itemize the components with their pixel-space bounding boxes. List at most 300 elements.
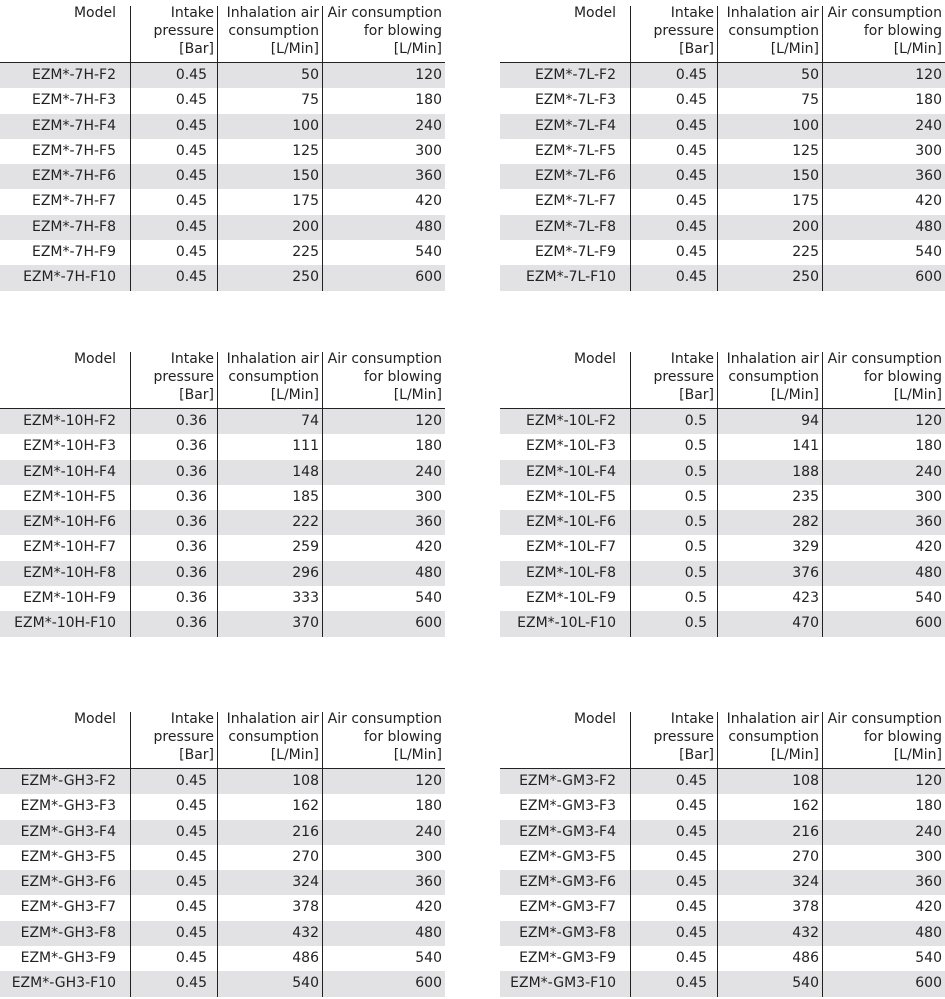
header-model: Model — [73, 711, 116, 727]
table-row — [0, 409, 445, 434]
table-row — [0, 240, 445, 265]
cell-model: EZM*-10H-F7 — [23, 539, 116, 556]
cell-intake: 0.45 — [130, 921, 217, 946]
cell-blowing: 180 — [322, 794, 445, 819]
table-row — [0, 485, 445, 510]
cell-model: EZM*-GM3-F9 — [519, 950, 616, 967]
table-row — [0, 88, 445, 113]
table-row — [0, 971, 445, 996]
table-row — [0, 164, 445, 189]
cell-intake: 0.45 — [130, 845, 217, 870]
cell-blowing: 420 — [322, 189, 445, 214]
table-row — [500, 88, 945, 113]
cell-intake: 0.45 — [630, 921, 717, 946]
cell-inhalation: 329 — [717, 535, 822, 560]
table-row — [500, 946, 945, 971]
table-row — [500, 535, 945, 560]
table-row — [500, 114, 945, 139]
cell-intake: 0.45 — [130, 215, 217, 240]
cell-blowing: 360 — [822, 870, 945, 895]
header-intake: Intake pressure [Bar] — [130, 346, 217, 408]
cell-inhalation: 470 — [717, 611, 822, 636]
header-intake: Intake pressure [Bar] — [630, 706, 717, 768]
header-intake: Intake pressure [Bar] — [630, 0, 717, 62]
table-row — [0, 189, 445, 214]
cell-model: EZM*-7L-F4 — [534, 117, 616, 134]
cell-inhalation: 75 — [217, 88, 322, 113]
cell-blowing: 420 — [322, 895, 445, 920]
spec-table-7h — [0, 0, 445, 291]
cell-model: EZM*-GH3-F4 — [20, 823, 116, 840]
cell-intake: 0.45 — [130, 971, 217, 996]
cell-intake: 0.5 — [630, 586, 717, 611]
cell-model: EZM*-7L-F5 — [534, 142, 616, 159]
cell-intake: 0.36 — [130, 409, 217, 434]
cell-model: EZM*-10H-F4 — [23, 463, 116, 480]
cell-blowing: 480 — [822, 561, 945, 586]
cell-intake: 0.36 — [130, 460, 217, 485]
cell-blowing: 120 — [822, 769, 945, 794]
header-model: Model — [73, 351, 116, 367]
cell-intake: 0.45 — [630, 895, 717, 920]
cell-blowing: 600 — [322, 971, 445, 996]
table-row — [500, 769, 945, 794]
table-header — [500, 0, 945, 62]
header-model: Model — [573, 5, 616, 21]
table-row — [0, 794, 445, 819]
table-row — [0, 434, 445, 459]
cell-inhalation: 486 — [217, 946, 322, 971]
cell-intake: 0.45 — [630, 189, 717, 214]
cell-inhalation: 250 — [717, 265, 822, 290]
cell-inhalation: 111 — [217, 434, 322, 459]
cell-inhalation: 296 — [217, 561, 322, 586]
cell-blowing: 300 — [322, 139, 445, 164]
header-model: Model — [573, 351, 616, 367]
cell-inhalation: 376 — [717, 561, 822, 586]
cell-blowing: 480 — [322, 561, 445, 586]
cell-model: EZM*-10L-F9 — [526, 590, 616, 607]
cell-intake: 0.36 — [130, 535, 217, 560]
header-intake: Intake pressure [Bar] — [130, 706, 217, 768]
table-row — [500, 971, 945, 996]
cell-model: EZM*-GM3-F3 — [519, 798, 616, 815]
cell-intake: 0.5 — [630, 460, 717, 485]
cell-inhalation: 185 — [217, 485, 322, 510]
cell-blowing: 240 — [322, 460, 445, 485]
header-inhalation: Inhalation air consumption [L/Min] — [717, 346, 822, 408]
table-row — [500, 434, 945, 459]
cell-model: EZM*-10L-F3 — [526, 438, 616, 455]
cell-blowing: 240 — [822, 460, 945, 485]
cell-model: EZM*-GM3-F7 — [519, 899, 616, 916]
cell-blowing: 420 — [822, 535, 945, 560]
cell-model: EZM*-10H-F8 — [23, 564, 116, 581]
cell-inhalation: 423 — [717, 586, 822, 611]
cell-model: EZM*-GM3-F6 — [519, 874, 616, 891]
cell-blowing: 180 — [822, 88, 945, 113]
spec-table-10l — [500, 346, 945, 637]
table-row — [500, 820, 945, 845]
cell-intake: 0.45 — [630, 870, 717, 895]
header-model: Model — [73, 5, 116, 21]
table-row — [0, 870, 445, 895]
table-header — [500, 706, 945, 768]
cell-inhalation: 150 — [717, 164, 822, 189]
table-row — [0, 611, 445, 636]
cell-blowing: 300 — [322, 845, 445, 870]
cell-inhalation: 225 — [217, 240, 322, 265]
cell-model: EZM*-7L-F6 — [534, 168, 616, 185]
table-row — [500, 845, 945, 870]
table-row — [500, 139, 945, 164]
cell-inhalation: 270 — [217, 845, 322, 870]
cell-model: EZM*-7H-F7 — [31, 193, 116, 210]
cell-model: EZM*-GH3-F7 — [20, 899, 116, 916]
cell-blowing: 240 — [322, 820, 445, 845]
cell-inhalation: 141 — [717, 434, 822, 459]
cell-intake: 0.45 — [630, 820, 717, 845]
cell-intake: 0.45 — [130, 769, 217, 794]
header-model: Model — [573, 711, 616, 727]
cell-model: EZM*-10L-F10 — [517, 615, 616, 632]
cell-intake: 0.36 — [130, 611, 217, 636]
table-row — [500, 189, 945, 214]
cell-model: EZM*-10H-F2 — [23, 413, 116, 429]
cell-inhalation: 162 — [217, 794, 322, 819]
cell-model: EZM*-7L-F3 — [534, 92, 616, 109]
table-row — [0, 820, 445, 845]
cell-blowing: 360 — [822, 164, 945, 189]
table-row — [500, 895, 945, 920]
cell-model: EZM*-GM3-F5 — [519, 848, 616, 865]
header-blowing: Air consumption for blowing [L/Min] — [322, 346, 445, 408]
cell-intake: 0.45 — [630, 946, 717, 971]
cell-intake: 0.36 — [130, 561, 217, 586]
cell-blowing: 300 — [822, 139, 945, 164]
table-header — [500, 346, 945, 408]
header-inhalation: Inhalation air consumption [L/Min] — [717, 706, 822, 768]
cell-inhalation: 216 — [717, 820, 822, 845]
cell-model: EZM*-7L-F7 — [534, 193, 616, 210]
table-body — [500, 409, 945, 637]
cell-inhalation: 225 — [717, 240, 822, 265]
cell-inhalation: 175 — [217, 189, 322, 214]
header-blowing: Air consumption for blowing [L/Min] — [322, 706, 445, 768]
cell-inhalation: 324 — [717, 870, 822, 895]
header-blowing: Air consumption for blowing [L/Min] — [822, 346, 945, 408]
cell-blowing: 120 — [322, 409, 445, 434]
cell-model: EZM*-10L-F6 — [526, 514, 616, 531]
header-inhalation: Inhalation air consumption [L/Min] — [217, 346, 322, 408]
cell-model: EZM*-GH3-F3 — [20, 798, 116, 815]
cell-inhalation: 486 — [717, 946, 822, 971]
cell-model: EZM*-GM3-F2 — [519, 773, 616, 789]
cell-model: EZM*-10H-F6 — [23, 514, 116, 531]
cell-intake: 0.5 — [630, 434, 717, 459]
cell-model: EZM*-7H-F9 — [31, 244, 116, 261]
cell-blowing: 120 — [322, 769, 445, 794]
cell-inhalation: 540 — [717, 971, 822, 996]
cell-intake: 0.45 — [130, 895, 217, 920]
table-row — [500, 870, 945, 895]
spec-table-gh3 — [0, 706, 445, 997]
table-row — [500, 921, 945, 946]
cell-inhalation: 74 — [217, 409, 322, 434]
spec-table-gm3 — [500, 706, 945, 997]
cell-model: EZM*-GH3-F10 — [11, 975, 116, 992]
table-row — [0, 265, 445, 290]
spec-table-10h — [0, 346, 445, 637]
table-row — [0, 114, 445, 139]
table-row — [0, 845, 445, 870]
cell-inhalation: 250 — [217, 265, 322, 290]
cell-blowing: 240 — [322, 114, 445, 139]
cell-model: EZM*-7L-F8 — [534, 218, 616, 235]
table-row — [500, 794, 945, 819]
cell-intake: 0.45 — [130, 139, 217, 164]
cell-model: EZM*-GM3-F10 — [510, 975, 616, 992]
spec-table-7l — [500, 0, 945, 291]
header-blowing: Air consumption for blowing [L/Min] — [822, 0, 945, 62]
cell-inhalation: 148 — [217, 460, 322, 485]
table-header — [0, 0, 445, 62]
cell-intake: 0.45 — [130, 189, 217, 214]
cell-intake: 0.45 — [130, 240, 217, 265]
cell-inhalation: 432 — [717, 921, 822, 946]
cell-intake: 0.45 — [630, 88, 717, 113]
cell-blowing: 480 — [322, 215, 445, 240]
cell-blowing: 360 — [322, 870, 445, 895]
header-inhalation: Inhalation air consumption [L/Min] — [717, 0, 822, 62]
cell-intake: 0.45 — [130, 946, 217, 971]
cell-intake: 0.5 — [630, 611, 717, 636]
table-body — [500, 63, 945, 291]
cell-model: EZM*-7H-F5 — [31, 142, 116, 159]
cell-intake: 0.36 — [130, 586, 217, 611]
header-inhalation: Inhalation air consumption [L/Min] — [217, 0, 322, 62]
cell-blowing: 600 — [822, 265, 945, 290]
cell-inhalation: 162 — [717, 794, 822, 819]
cell-intake: 0.36 — [130, 510, 217, 535]
cell-inhalation: 270 — [717, 845, 822, 870]
table-row — [500, 265, 945, 290]
cell-blowing: 600 — [322, 265, 445, 290]
cell-blowing: 180 — [822, 794, 945, 819]
cell-intake: 0.5 — [630, 409, 717, 434]
table-row — [0, 215, 445, 240]
cell-model: EZM*-7H-F2 — [31, 67, 116, 83]
cell-inhalation: 282 — [717, 510, 822, 535]
cell-inhalation: 432 — [217, 921, 322, 946]
cell-blowing: 240 — [822, 820, 945, 845]
cell-inhalation: 100 — [217, 114, 322, 139]
cell-model: EZM*-GH3-F8 — [20, 924, 116, 941]
cell-intake: 0.45 — [130, 820, 217, 845]
cell-intake: 0.45 — [630, 164, 717, 189]
cell-inhalation: 100 — [717, 114, 822, 139]
cell-intake: 0.45 — [630, 215, 717, 240]
cell-intake: 0.45 — [130, 114, 217, 139]
cell-blowing: 540 — [322, 946, 445, 971]
table-body — [0, 769, 445, 997]
table-row — [500, 485, 945, 510]
table-row — [0, 921, 445, 946]
cell-blowing: 120 — [822, 63, 945, 88]
cell-intake: 0.5 — [630, 561, 717, 586]
cell-blowing: 300 — [822, 485, 945, 510]
cell-blowing: 180 — [322, 434, 445, 459]
cell-inhalation: 235 — [717, 485, 822, 510]
cell-inhalation: 94 — [717, 409, 822, 434]
cell-intake: 0.45 — [630, 769, 717, 794]
table-row — [500, 215, 945, 240]
cell-blowing: 600 — [822, 611, 945, 636]
table-row — [0, 460, 445, 485]
cell-inhalation: 200 — [717, 215, 822, 240]
cell-intake: 0.45 — [130, 164, 217, 189]
header-blowing: Air consumption for blowing [L/Min] — [822, 706, 945, 768]
cell-inhalation: 378 — [217, 895, 322, 920]
cell-intake: 0.36 — [130, 485, 217, 510]
cell-intake: 0.45 — [630, 845, 717, 870]
cell-model: EZM*-GM3-F8 — [519, 924, 616, 941]
cell-blowing: 120 — [322, 63, 445, 88]
cell-inhalation: 50 — [217, 63, 322, 88]
header-inhalation: Inhalation air consumption [L/Min] — [217, 706, 322, 768]
cell-blowing: 360 — [322, 164, 445, 189]
cell-blowing: 480 — [822, 921, 945, 946]
cell-blowing: 540 — [322, 586, 445, 611]
cell-model: EZM*-10H-F9 — [23, 590, 116, 607]
cell-model: EZM*-10L-F8 — [526, 564, 616, 581]
table-row — [500, 611, 945, 636]
cell-inhalation: 150 — [217, 164, 322, 189]
cell-blowing: 540 — [822, 240, 945, 265]
cell-inhalation: 222 — [217, 510, 322, 535]
table-row — [500, 510, 945, 535]
cell-blowing: 540 — [822, 946, 945, 971]
table-row — [0, 63, 445, 88]
cell-intake: 0.45 — [130, 794, 217, 819]
cell-intake: 0.45 — [130, 870, 217, 895]
cell-inhalation: 378 — [717, 895, 822, 920]
cell-intake: 0.45 — [630, 794, 717, 819]
cell-inhalation: 50 — [717, 63, 822, 88]
cell-intake: 0.45 — [630, 139, 717, 164]
cell-intake: 0.5 — [630, 535, 717, 560]
table-body — [0, 409, 445, 637]
cell-blowing: 420 — [822, 189, 945, 214]
cell-intake: 0.45 — [630, 971, 717, 996]
cell-model: EZM*-7L-F2 — [534, 67, 616, 83]
cell-blowing: 180 — [322, 88, 445, 113]
table-row — [0, 510, 445, 535]
cell-blowing: 540 — [822, 586, 945, 611]
cell-model: EZM*-10L-F5 — [526, 488, 616, 505]
cell-blowing: 420 — [822, 895, 945, 920]
cell-blowing: 540 — [322, 240, 445, 265]
cell-blowing: 180 — [822, 434, 945, 459]
table-row — [500, 586, 945, 611]
cell-blowing: 480 — [822, 215, 945, 240]
cell-model: EZM*-7L-F9 — [534, 244, 616, 261]
cell-inhalation: 108 — [217, 769, 322, 794]
cell-model: EZM*-10H-F10 — [14, 615, 116, 632]
cell-blowing: 360 — [322, 510, 445, 535]
table-row — [500, 409, 945, 434]
cell-intake: 0.45 — [630, 114, 717, 139]
cell-inhalation: 333 — [217, 586, 322, 611]
cell-model: EZM*-GH3-F9 — [20, 950, 116, 967]
cell-intake: 0.45 — [630, 240, 717, 265]
table-body — [0, 63, 445, 291]
cell-intake: 0.45 — [130, 63, 217, 88]
cell-inhalation: 175 — [717, 189, 822, 214]
cell-inhalation: 259 — [217, 535, 322, 560]
cell-inhalation: 200 — [217, 215, 322, 240]
cell-inhalation: 108 — [717, 769, 822, 794]
cell-inhalation: 125 — [717, 139, 822, 164]
cell-model: EZM*-10H-F5 — [23, 488, 116, 505]
table-row — [0, 139, 445, 164]
cell-blowing: 360 — [822, 510, 945, 535]
table-row — [500, 460, 945, 485]
table-row — [500, 164, 945, 189]
cell-model: EZM*-7H-F10 — [23, 269, 116, 286]
cell-intake: 0.5 — [630, 510, 717, 535]
cell-model: EZM*-GM3-F4 — [519, 823, 616, 840]
table-row — [0, 586, 445, 611]
cell-model: EZM*-10L-F2 — [526, 413, 616, 429]
table-row — [0, 769, 445, 794]
table-header — [0, 346, 445, 408]
cell-inhalation: 370 — [217, 611, 322, 636]
cell-inhalation: 324 — [217, 870, 322, 895]
header-intake: Intake pressure [Bar] — [630, 346, 717, 408]
table-header — [0, 706, 445, 768]
cell-intake: 0.5 — [630, 485, 717, 510]
cell-blowing: 300 — [322, 485, 445, 510]
table-row — [0, 561, 445, 586]
header-intake: Intake pressure [Bar] — [130, 0, 217, 62]
cell-intake: 0.45 — [130, 265, 217, 290]
cell-inhalation: 75 — [717, 88, 822, 113]
cell-model: EZM*-7H-F4 — [31, 117, 116, 134]
cell-model: EZM*-7L-F10 — [526, 269, 616, 286]
cell-model: EZM*-7H-F3 — [31, 92, 116, 109]
cell-model: EZM*-GH3-F6 — [20, 874, 116, 891]
cell-inhalation: 216 — [217, 820, 322, 845]
cell-model: EZM*-GH3-F5 — [20, 848, 116, 865]
table-body — [500, 769, 945, 997]
table-row — [500, 63, 945, 88]
table-row — [0, 535, 445, 560]
table-row — [500, 240, 945, 265]
cell-intake: 0.45 — [130, 88, 217, 113]
table-row — [500, 561, 945, 586]
cell-blowing: 240 — [822, 114, 945, 139]
cell-model: EZM*-GH3-F2 — [20, 773, 116, 789]
cell-model: EZM*-10H-F3 — [23, 438, 116, 455]
cell-intake: 0.45 — [630, 265, 717, 290]
cell-inhalation: 125 — [217, 139, 322, 164]
cell-blowing: 420 — [322, 535, 445, 560]
cell-model: EZM*-7H-F6 — [31, 168, 116, 185]
cell-intake: 0.45 — [630, 63, 717, 88]
cell-model: EZM*-7H-F8 — [31, 218, 116, 235]
cell-inhalation: 540 — [217, 971, 322, 996]
